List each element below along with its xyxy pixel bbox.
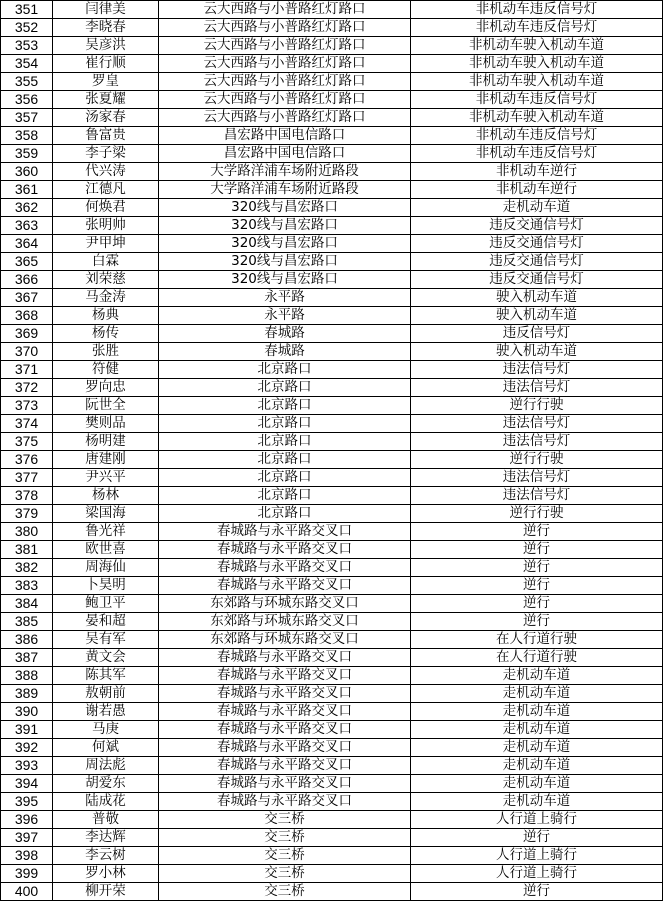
violation-cell: 驶入机动车道 [411,307,663,325]
location-cell: 春城路与永平路交叉口 [159,667,411,685]
location-cell: 云大西路与小普路红灯路口 [159,19,411,37]
violation-cell: 非机动车驶入机动车道 [411,55,663,73]
location-cell: 云大西路与小普路红灯路口 [159,1,411,19]
row-number-cell: 352 [1,19,53,37]
violation-cell: 逆行行驶 [411,451,663,469]
table-row [1,577,663,595]
row-number-cell: 385 [1,613,53,631]
table-row [1,235,663,253]
violation-cell: 非机动车逆行 [411,181,663,199]
row-number-cell: 396 [1,811,53,829]
name-cell: 李云树 [53,847,159,865]
row-number-cell: 373 [1,397,53,415]
name-cell: 杨典 [53,307,159,325]
table-row [1,361,663,379]
table-row [1,721,663,739]
table-row [1,73,663,91]
name-cell: 尹兴平 [53,469,159,487]
location-cell: 320线与昌宏路口 [159,199,411,217]
table-row [1,343,663,361]
name-cell: 李晓春 [53,19,159,37]
name-cell: 马金涛 [53,289,159,307]
row-number-cell: 390 [1,703,53,721]
violation-cell: 逆行行驶 [411,397,663,415]
location-cell: 交三桥 [159,865,411,883]
name-cell: 罗皇 [53,73,159,91]
violation-cell: 非机动车驶入机动车道 [411,37,663,55]
table-row [1,289,663,307]
table-row [1,613,663,631]
name-cell: 何焕君 [53,199,159,217]
row-number-cell: 371 [1,361,53,379]
violation-cell: 走机动车道 [411,199,663,217]
row-number-cell: 365 [1,253,53,271]
name-cell: 罗小林 [53,865,159,883]
location-cell: 320线与昌宏路口 [159,271,411,289]
name-cell: 罗向忠 [53,379,159,397]
name-cell: 鲁光祥 [53,523,159,541]
table-row [1,829,663,847]
table-row [1,505,663,523]
location-cell: 北京路口 [159,469,411,487]
violation-cell: 走机动车道 [411,739,663,757]
violation-cell: 非机动车违反信号灯 [411,1,663,19]
table-row [1,703,663,721]
table-row [1,775,663,793]
row-number-cell: 358 [1,127,53,145]
table-row [1,649,663,667]
location-cell: 春城路与永平路交叉口 [159,793,411,811]
name-cell: 吴有军 [53,631,159,649]
name-cell: 崔行顺 [53,55,159,73]
table-row [1,487,663,505]
location-cell: 春城路 [159,343,411,361]
location-cell: 春城路与永平路交叉口 [159,559,411,577]
name-cell: 欧世喜 [53,541,159,559]
violation-cell: 走机动车道 [411,667,663,685]
location-cell: 春城路与永平路交叉口 [159,703,411,721]
table-row [1,469,663,487]
name-cell: 唐建刚 [53,451,159,469]
location-cell: 北京路口 [159,433,411,451]
table-row [1,883,663,901]
location-cell: 春城路与永平路交叉口 [159,577,411,595]
violation-cell: 违法信号灯 [411,469,663,487]
violation-cell: 违法信号灯 [411,361,663,379]
location-cell: 北京路口 [159,505,411,523]
name-cell: 张夏耀 [53,91,159,109]
location-cell: 昌宏路中国电信路口 [159,127,411,145]
row-number-cell: 398 [1,847,53,865]
table-row [1,631,663,649]
table-row [1,397,663,415]
location-cell: 春城路 [159,325,411,343]
violation-cell: 非机动车违反信号灯 [411,91,663,109]
violation-cell: 违反交通信号灯 [411,271,663,289]
table-row [1,667,663,685]
row-number-cell: 379 [1,505,53,523]
row-number-cell: 362 [1,199,53,217]
name-cell: 陈其军 [53,667,159,685]
row-number-cell: 387 [1,649,53,667]
row-number-cell: 380 [1,523,53,541]
name-cell: 吴彦洪 [53,37,159,55]
violation-cell: 非机动车逆行 [411,163,663,181]
table-row [1,847,663,865]
violation-cell: 在人行道行驶 [411,631,663,649]
table-row [1,145,663,163]
violation-cell: 违反信号灯 [411,325,663,343]
location-cell: 大学路洋浦车场附近路段 [159,181,411,199]
location-cell: 东郊路与环城东路交叉口 [159,613,411,631]
violation-cell: 走机动车道 [411,775,663,793]
location-cell: 云大西路与小普路红灯路口 [159,55,411,73]
row-number-cell: 354 [1,55,53,73]
location-cell: 云大西路与小普路红灯路口 [159,73,411,91]
table-row [1,541,663,559]
name-cell: 樊则品 [53,415,159,433]
violation-cell: 违法信号灯 [411,433,663,451]
row-number-cell: 355 [1,73,53,91]
location-cell: 春城路与永平路交叉口 [159,775,411,793]
name-cell: 何斌 [53,739,159,757]
row-number-cell: 367 [1,289,53,307]
table-row [1,253,663,271]
name-cell: 符健 [53,361,159,379]
row-number-cell: 356 [1,91,53,109]
table-row [1,595,663,613]
location-cell: 320线与昌宏路口 [159,235,411,253]
row-number-cell: 389 [1,685,53,703]
violation-cell: 走机动车道 [411,793,663,811]
name-cell: 杨林 [53,487,159,505]
name-cell: 江德凡 [53,181,159,199]
table-row [1,271,663,289]
name-cell: 李达辉 [53,829,159,847]
violation-cell: 违反交通信号灯 [411,235,663,253]
violation-cell: 违反交通信号灯 [411,217,663,235]
name-cell: 周海仙 [53,559,159,577]
location-cell: 云大西路与小普路红灯路口 [159,37,411,55]
row-number-cell: 377 [1,469,53,487]
row-number-cell: 364 [1,235,53,253]
name-cell: 黄文会 [53,649,159,667]
table-row [1,865,663,883]
table-row [1,811,663,829]
row-number-cell: 384 [1,595,53,613]
violation-cell: 违反交通信号灯 [411,253,663,271]
name-cell: 陆成花 [53,793,159,811]
violation-cell: 走机动车道 [411,757,663,775]
table-row [1,37,663,55]
name-cell: 尹甲坤 [53,235,159,253]
location-cell: 北京路口 [159,451,411,469]
table-row [1,199,663,217]
table-row [1,757,663,775]
violation-cell: 驶入机动车道 [411,289,663,307]
location-cell: 永平路 [159,289,411,307]
row-number-cell: 357 [1,109,53,127]
row-number-cell: 395 [1,793,53,811]
row-number-cell: 375 [1,433,53,451]
location-cell: 320线与昌宏路口 [159,217,411,235]
location-cell: 昌宏路中国电信路口 [159,145,411,163]
row-number-cell: 391 [1,721,53,739]
violation-cell: 驶入机动车道 [411,343,663,361]
row-number-cell: 351 [1,1,53,19]
violation-cell: 违法信号灯 [411,487,663,505]
violation-cell: 逆行行驶 [411,505,663,523]
name-cell: 杨传 [53,325,159,343]
location-cell: 东郊路与环城东路交叉口 [159,595,411,613]
violation-cell: 人行道上骑行 [411,847,663,865]
table-row [1,127,663,145]
violation-cell: 人行道上骑行 [411,811,663,829]
name-cell: 白霖 [53,253,159,271]
table-row [1,793,663,811]
table-row [1,307,663,325]
table-row [1,19,663,37]
row-number-cell: 388 [1,667,53,685]
location-cell: 春城路与永平路交叉口 [159,523,411,541]
table-row [1,163,663,181]
name-cell: 张胜 [53,343,159,361]
name-cell: 汤家春 [53,109,159,127]
violation-cell: 逆行 [411,595,663,613]
table-row [1,91,663,109]
name-cell: 刘荣慈 [53,271,159,289]
table-row [1,325,663,343]
row-number-cell: 370 [1,343,53,361]
violation-cell: 逆行 [411,577,663,595]
row-number-cell: 369 [1,325,53,343]
violation-cell: 走机动车道 [411,685,663,703]
violation-cell: 非机动车违反信号灯 [411,19,663,37]
table-row [1,181,663,199]
violation-cell: 非机动车违反信号灯 [411,145,663,163]
location-cell: 春城路与永平路交叉口 [159,685,411,703]
location-cell: 春城路与永平路交叉口 [159,739,411,757]
row-number-cell: 360 [1,163,53,181]
row-number-cell: 368 [1,307,53,325]
location-cell: 交三桥 [159,847,411,865]
name-cell: 李子梁 [53,145,159,163]
row-number-cell: 393 [1,757,53,775]
row-number-cell: 361 [1,181,53,199]
violation-cell: 逆行 [411,523,663,541]
name-cell: 晏和超 [53,613,159,631]
table-row [1,559,663,577]
table-row [1,523,663,541]
row-number-cell: 392 [1,739,53,757]
location-cell: 320线与昌宏路口 [159,253,411,271]
violation-cell: 违法信号灯 [411,415,663,433]
name-cell: 代兴涛 [53,163,159,181]
name-cell: 周法彪 [53,757,159,775]
location-cell: 交三桥 [159,883,411,901]
location-cell: 春城路与永平路交叉口 [159,721,411,739]
row-number-cell: 399 [1,865,53,883]
name-cell: 马庚 [53,721,159,739]
name-cell: 谢若愚 [53,703,159,721]
name-cell: 阮世全 [53,397,159,415]
name-cell: 普敬 [53,811,159,829]
location-cell: 北京路口 [159,361,411,379]
row-number-cell: 382 [1,559,53,577]
location-cell: 春城路与永平路交叉口 [159,649,411,667]
violation-cell: 逆行 [411,559,663,577]
row-number-cell: 394 [1,775,53,793]
location-cell: 北京路口 [159,487,411,505]
row-number-cell: 353 [1,37,53,55]
violation-cell: 逆行 [411,541,663,559]
table-row [1,379,663,397]
violation-cell: 非机动车驶入机动车道 [411,73,663,91]
location-cell: 云大西路与小普路红灯路口 [159,91,411,109]
location-cell: 交三桥 [159,811,411,829]
location-cell: 东郊路与环城东路交叉口 [159,631,411,649]
row-number-cell: 359 [1,145,53,163]
violation-cell: 逆行 [411,613,663,631]
name-cell: 敖朝前 [53,685,159,703]
violation-cell: 违法信号灯 [411,379,663,397]
violation-cell: 逆行 [411,883,663,901]
name-cell: 闫律美 [53,1,159,19]
violation-cell: 人行道上骑行 [411,865,663,883]
name-cell: 梁国海 [53,505,159,523]
row-number-cell: 397 [1,829,53,847]
table-row [1,55,663,73]
table-row [1,109,663,127]
location-cell: 大学路洋浦车场附近路段 [159,163,411,181]
row-number-cell: 372 [1,379,53,397]
table-row [1,1,663,19]
table-body [1,1,663,901]
table-row [1,415,663,433]
table-row [1,739,663,757]
violation-cell: 走机动车道 [411,721,663,739]
row-number-cell: 376 [1,451,53,469]
location-cell: 交三桥 [159,829,411,847]
row-number-cell: 366 [1,271,53,289]
name-cell: 张明帅 [53,217,159,235]
violation-cell: 非机动车驶入机动车道 [411,109,663,127]
location-cell: 云大西路与小普路红灯路口 [159,109,411,127]
violation-cell: 非机动车违反信号灯 [411,127,663,145]
name-cell: 鲁富贵 [53,127,159,145]
location-cell: 永平路 [159,307,411,325]
name-cell: 卜昊明 [53,577,159,595]
table-row [1,685,663,703]
row-number-cell: 400 [1,883,53,901]
violation-cell: 走机动车道 [411,703,663,721]
name-cell: 杨明建 [53,433,159,451]
violation-cell: 逆行 [411,829,663,847]
row-number-cell: 363 [1,217,53,235]
location-cell: 春城路与永平路交叉口 [159,541,411,559]
name-cell: 胡爱东 [53,775,159,793]
row-number-cell: 378 [1,487,53,505]
location-cell: 北京路口 [159,397,411,415]
table-row [1,451,663,469]
name-cell: 柳开荣 [53,883,159,901]
row-number-cell: 383 [1,577,53,595]
violation-cell: 在人行道行驶 [411,649,663,667]
row-number-cell: 386 [1,631,53,649]
location-cell: 春城路与永平路交叉口 [159,757,411,775]
table-row [1,217,663,235]
row-number-cell: 374 [1,415,53,433]
table-row [1,433,663,451]
location-cell: 北京路口 [159,415,411,433]
location-cell: 北京路口 [159,379,411,397]
name-cell: 鲍卫平 [53,595,159,613]
row-number-cell: 381 [1,541,53,559]
